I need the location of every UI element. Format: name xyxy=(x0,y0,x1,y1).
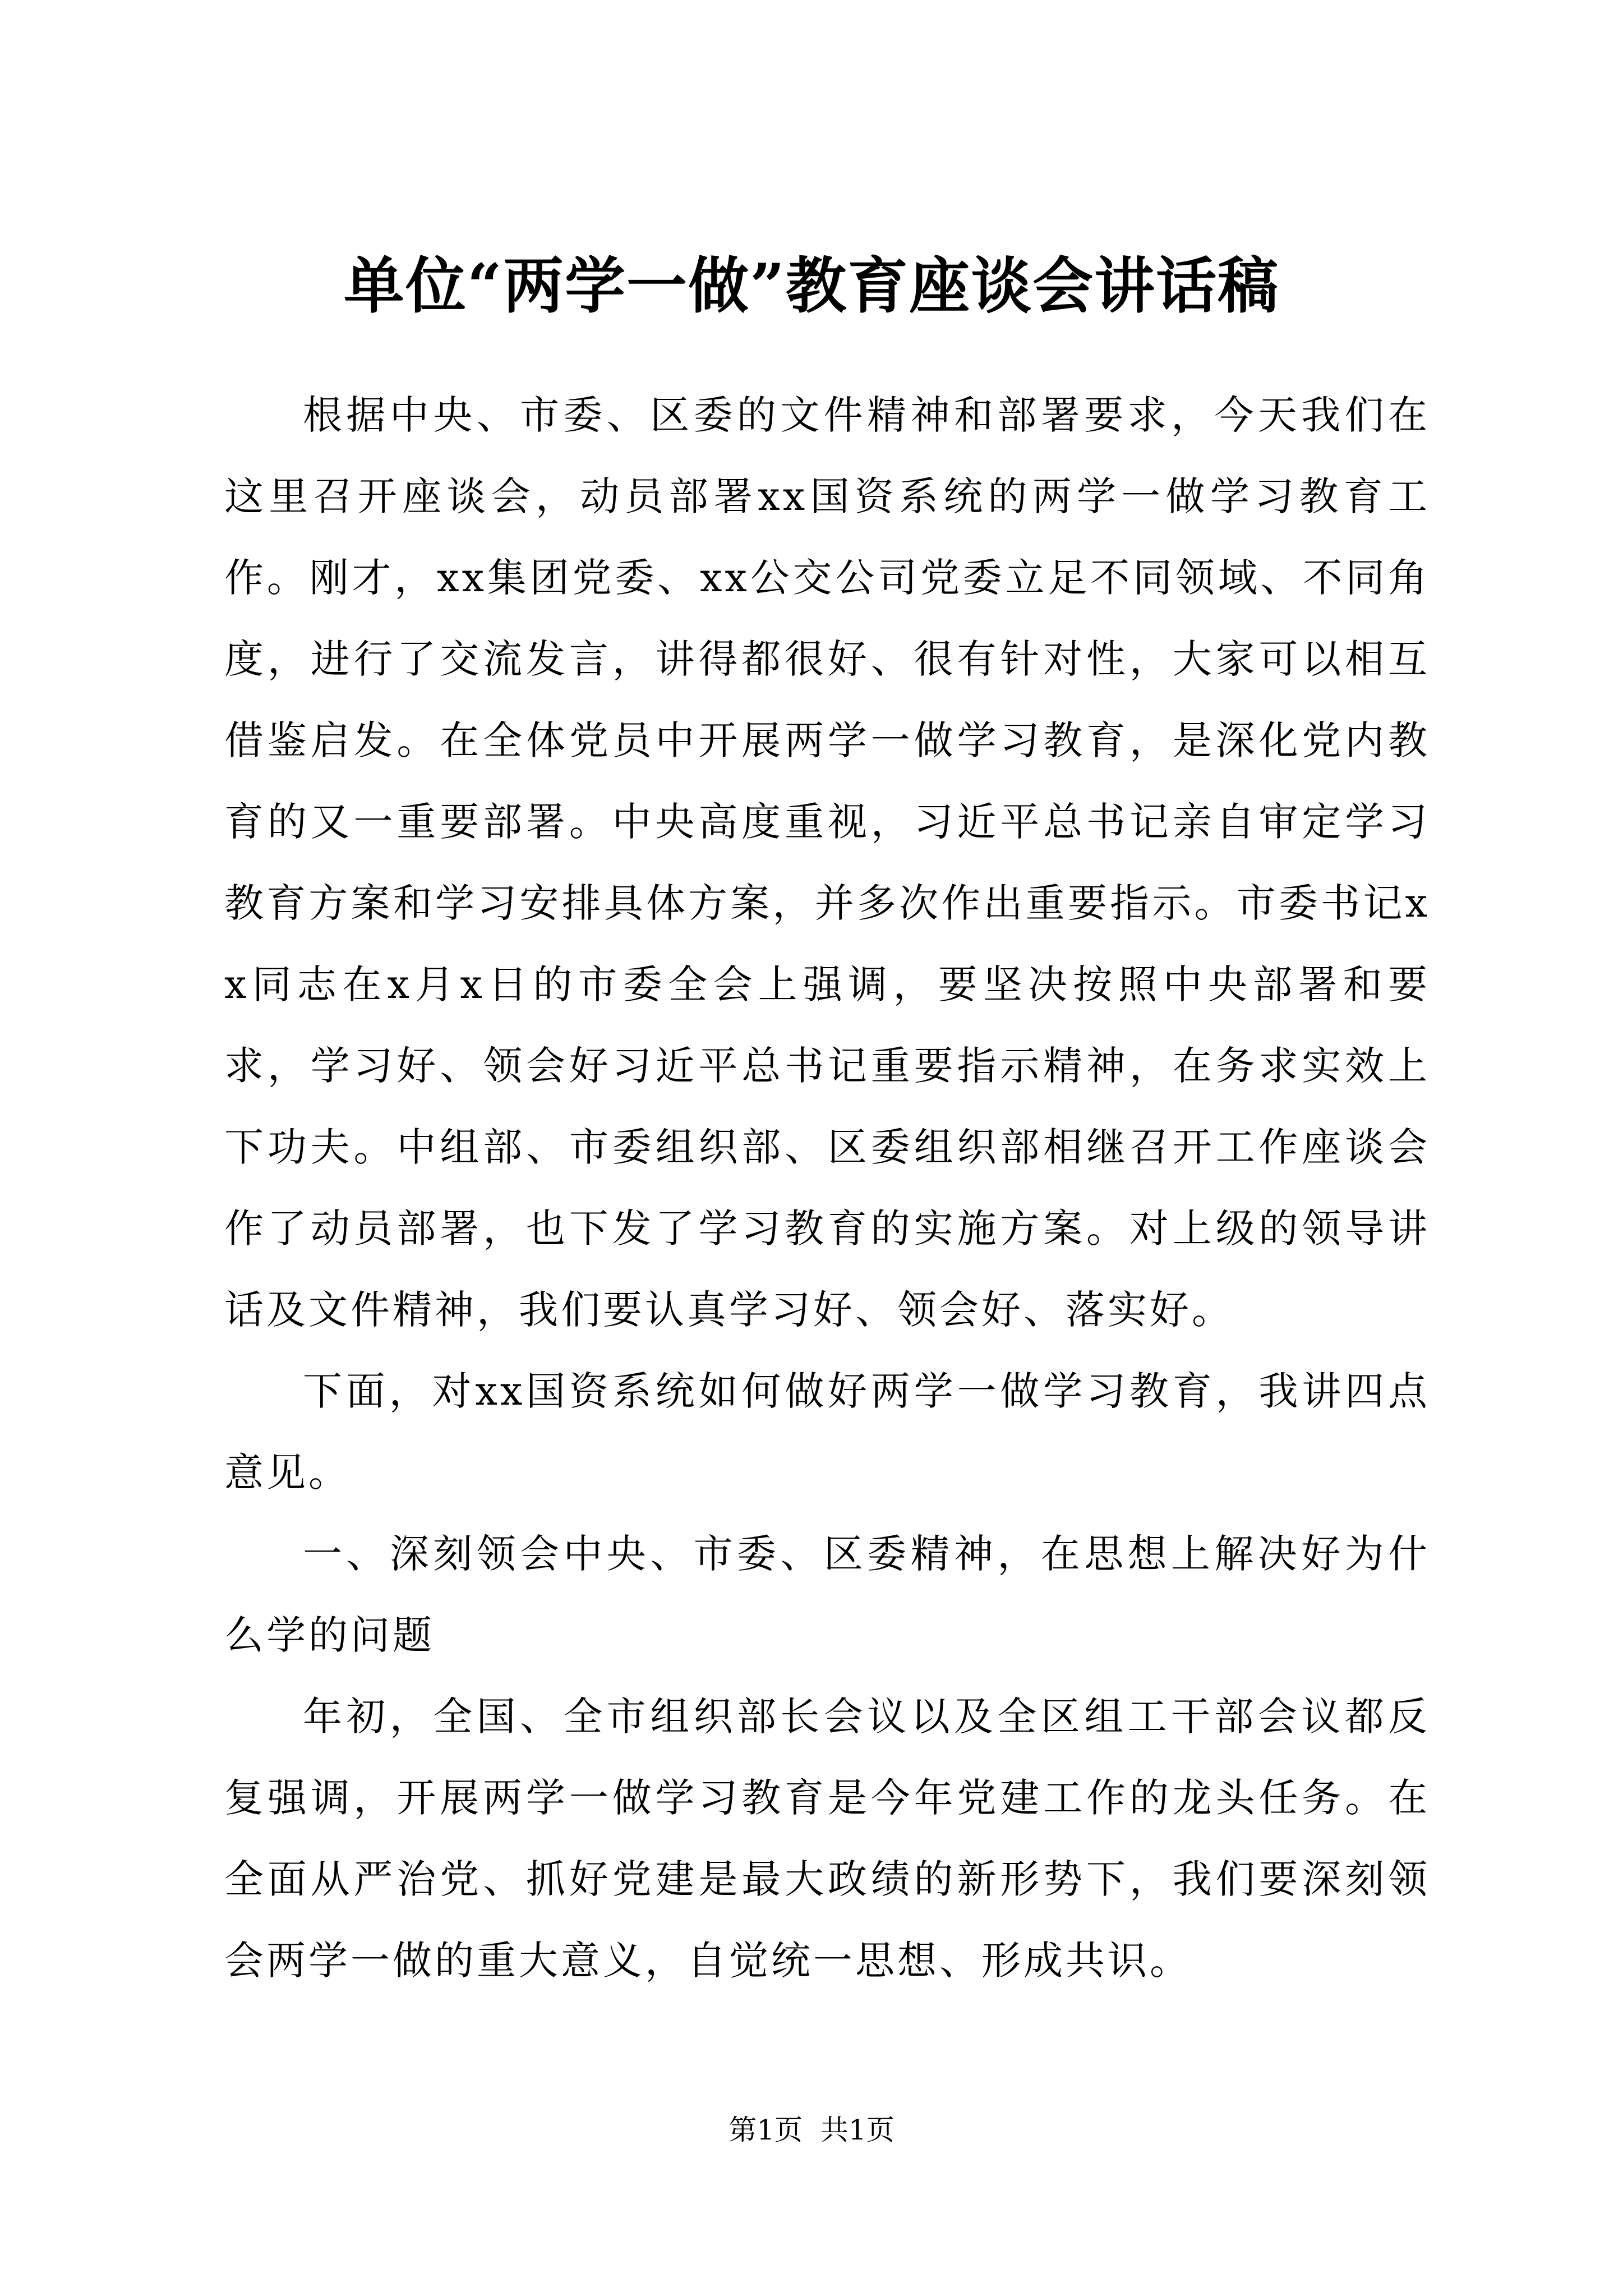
paragraph: 下面，对xx国资系统如何做好两学一做学习教育，我讲四点意见。 xyxy=(224,1368,1430,1496)
page-footer xyxy=(0,2110,1623,2150)
document-body xyxy=(224,375,1430,2001)
paragraph: 根据中央、市委、区委的文件精神和部署要求，今天我们在这里召开座谈会，动员部署xx国资系统的两学一做学习教育工作。刚才，xx集团党委、xx公交公司党委立足不同领域、不同角度，进行了交流发言，讲得都很好、很有针对性，大家可以相互借鉴启发。在全体党员中开展两学一做学习教育，是深化党内教育的又一重要部署。中央高度重视，习近平总书记亲自审定学习教育方案和学习安排具体方案，并多次作出重要指示。市委书记xx同志在x月x日的市委全会上强调，要坚决按照中央部署和要求，学习好、领会好习近平总书记重要指示精神，在务求实效上下功夫。中组部、市委组织部、区委组织部相继召开工作座谈会作了动员部署，也下发了学习教育的实施方案。对上级的领导讲话及文件精神，我们要认真学习好、领会好、落实好。 xyxy=(224,392,1430,1333)
paragraph: 年初，全国、全市组织部长会议以及全区组工干部会议都反复强调，开展两学一做学习教育是今年党建工作的龙头任务。在全面从严治党、抓好党建是最大政绩的新形势下，我们要深刻领会两学一做的重大意义，自觉统一思想、形成共识。 xyxy=(224,1694,1430,1984)
document-title: 单位“两学一做”教育座谈会讲话稿 xyxy=(343,251,1280,321)
page-number-current: 第1页 xyxy=(728,2114,803,2146)
section-heading: 一、深刻领会中央、市委、区委精神，在思想上解决好为什么学的问题 xyxy=(224,1531,1430,1658)
page-number-total: 共1页 xyxy=(820,2114,895,2146)
